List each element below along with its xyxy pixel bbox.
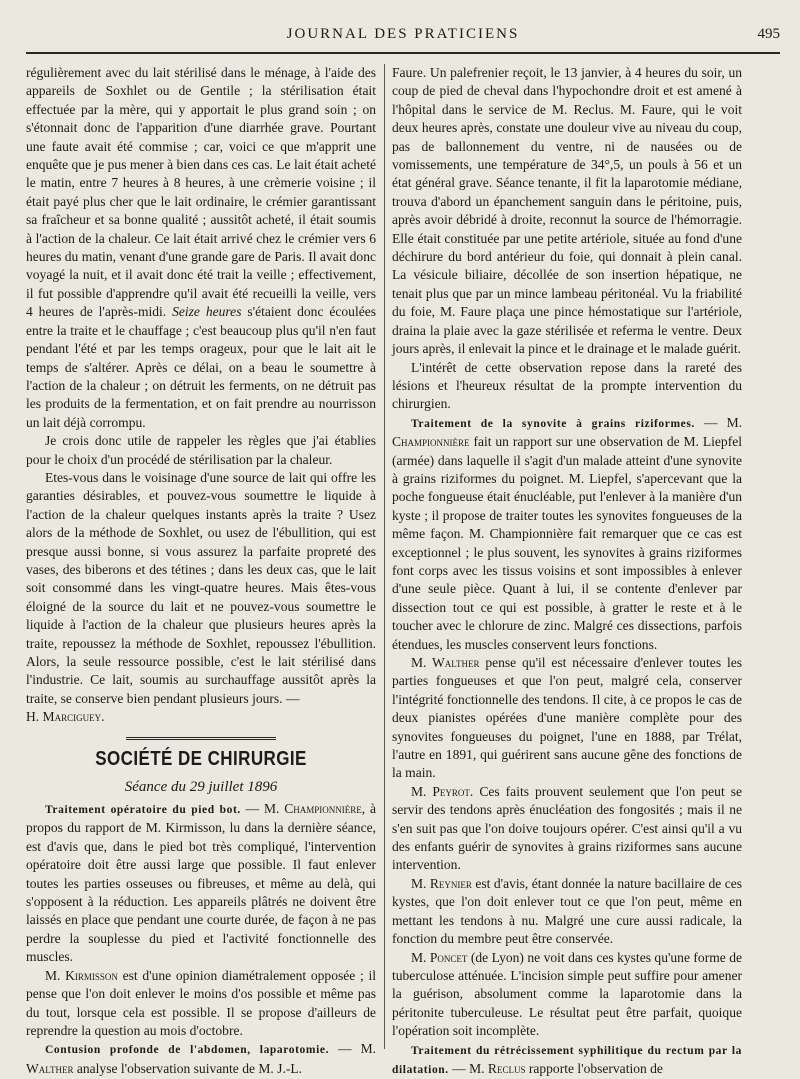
speaker-name: M. Peyrot. (410, 783, 474, 799)
rubric-heading: Traitement opératoire du pied bot. (44, 804, 241, 817)
paragraph: Traitement de la synovite à grains riziformes. — M. Championnière fait un rapport sur une observation de M. Liepfel (armée) dans laquelle il s'agit d'un malade atteint d'une synovite à grains riziformes du poignet. M. Liepfel, s'apercevant que la poche fongueuse était énucléable, put l'enlever à la manière d'un kyste ; il propose de traiter toutes les synovites fongueuses de la même façon. M. Championnière fait remarquer que ce cas est exceptionnel ; le plus souvent, les synovites à grains riziformes font corps avec les tissus voisins et sont impossibles à enlever d'une seule pièce. Quant à lui, il se contente d'enlever par dissection tout ce qui est possible, à gratter le reste et à le toucher avec le chlorure de zinc. Malgré ces dissections, parfois étendues, les muscles conservent leurs fonctions. (392, 414, 742, 652)
paragraph: M. Poncet (de Lyon) ne voit dans ces kystes qu'une forme de tuberculose atténuée. L'incision simple peut suffire pour amener la guérison, absolument comme la laparotomie dans la péritonite tuberculeuse. Le résultat peut être parfait, quoique l'opération soit incomplète. (392, 949, 742, 1039)
speaker-name: M. Reynier (410, 875, 472, 891)
speaker-name: M. Walther (410, 655, 480, 670)
paragraph: Je crois donc utile de rappeler les règles que j'ai établies pour le choix d'un procédé de stérilisation par la chaleur. (26, 433, 376, 467)
section-title: SOCIÉTÉ DE CHIRURGIE (95, 747, 307, 770)
italic-emphasis: Seize heures (172, 304, 242, 320)
running-header (26, 8, 780, 48)
signature: H. Marciguey. (26, 709, 105, 725)
left-column (26, 64, 377, 1076)
paragraph: L'intérêt de cette observation repose dans la rareté des lésions et l'heureux résultat de la prompte intervention du chirurgien. (392, 359, 742, 412)
speaker-name: M. Reclus (469, 1060, 526, 1076)
paragraph: Faure. Un palefrenier reçoit, le 13 janvier, à 4 heures du soir, un coup de pied de cheval dans l'hypochondre droit et est amené à l'hôpital dans le service de M. Reclus. M. Faure, qui le voit deux heures après, constate une douleur vive au niveau du coup, pas de ballonnement du ventre, ni de nausées ou de vomissements, une température de 34°,5, un pouls à 56 et un état général grave. Séance tenante, il fit la laparotomie médiane, trouva d'abord un épanchement sanguin dans le péritoine, puis, après avoir débridé à droite, reconnut la source de l'hémorragie. Elle était constituée par une petite artériole, située au fond d'une déchirure du bord antérieur du foie, qui donnait à plein canal. La vésicule biliaire, décollée de son insertion hépatique, ne tenait plus que par un mince lambeau péritonéal. Vu la friabilité du foie, M. Faure plaça une pince hémostatique sur l'artériole, draina la plaie avec la gaze stérilisée et referma le ventre. Deux jours après, il enlevait la pince et le drainage et le malade guérit. (392, 65, 742, 357)
speaker-name: M. Poncet (410, 949, 468, 965)
session-date: Séance du 29 juillet 1896 (124, 778, 278, 795)
journal-title: JOURNAL DES PRATICIENS (286, 26, 520, 42)
paragraph: régulièrement avec du lait stérilisé dans le ménage, à l'aide des appareils de Soxhlet ou de Gentile ; la stérilisation était effectuée par la mère, qui y apportait le plus grand soin ; on s'étonnait donc de l'apparition d'une diarrhée grave. Pourtant une faute avait été commise ; car, voici ce que m'apprit une enquête que je pus mener à bien dans ces cas. Le lait était acheté le matin, entre 7 heures à 8 heures, à une crèmerie voisine ; il était payé plus cher que le lait ordinaire, le crémier garantissant sa fraîcheur et sa bonne qualité ; aussitôt acheté, il était soumis à l'action de la chaleur. Ce lait était arrivé chez le crémier vers 6 heures du matin, venant d'une grande gare de Paris. Il avait donc voyagé la nuit, et il avait donc été trait la veille ; effectivement, il fut possible d'apprendre qu'il avait été recueilli la veille, vers 4 heures de l'après-midi. Seize heures s'étaient donc écoulées entre la traite et le chauffage ; c'est beaucoup plus qu'il n'en faut pendant l'été et par les temps orageux, pour que le lait ait le temps de s'altérer. Après ce délai, on a beau le soumettre à l'action de la chaleur ; on détruit les ferments, on ne détruit pas les produits de la fermentation, et on fait prendre au nourrisson un lait déjà corrompu. (26, 65, 377, 430)
speaker-name: M. Walther (26, 1041, 377, 1076)
paragraph: Contusion profonde de l'abdomen, laparotomie. — M. Walther analyse l'observation suivante de M. J.-L. (26, 1041, 377, 1076)
paragraph: M. Reynier est d'avis, étant donnée la nature bacillaire de ces kystes, que l'on doit enlever tout ce que l'on peut, même en mettant les tendons à nu. Malgré une cure aussi radicale, la fonction du membre peut être conservée. (392, 875, 743, 947)
page-number: 495 (757, 26, 780, 42)
speaker-name: M. Kirmisson (44, 967, 118, 983)
paragraph: Etes-vous dans le voisinage d'une source de lait qui offre les garanties désirables, et pouvez-vous soumettre le liquide à l'action de la chaleur quelques instants après la traite ? Usez alors de la méthode de Soxhlet, ou usez de l'ébullition, qui est presque aussi bonne, si vous assurez la parfaite propreté des vases, des biberons et des tétines ; dans les deux cas, que le lait soit consommé dans les vingt-quatre heures. Mais êtes-vous éloigné de la source du lait et ne pouvez-vous soumettre le liquide à l'action de la chaleur que plusieurs heures après la traite, repoussez la méthode de Soxhlet, repoussez l'ébullition. Alors, la seule ressource possible, c'est le lait stérilisé dans l'industrie. Ce lait, soumis au surchauffage aussitôt après la traite, se conserve bien pendant plusieurs jours. — (26, 469, 376, 706)
rubric-heading: Traitement du rétrécissement syphilitique du rectum par la dilatation. (392, 1044, 742, 1076)
right-column (392, 64, 743, 1076)
column-divider (384, 64, 385, 1049)
paragraph: M. Walther pense qu'il est nécessaire d'enlever toutes les parties fongueuses et que l'on peut, malgré cela, conserver l'intégrité fonctionnelle des tendons. Il cite, à ce propos le cas de deux pianistes opérées d'une manière complète pour des synovites fongueuses du poignet, l'une en 1888, par Trélat, l'autre en 1891, qui guérirent sans aucune gêne des fonctions de la main. (392, 655, 742, 781)
rubric-heading: Contusion profonde de l'abdomen, laparotomie. (44, 1044, 330, 1057)
paragraph: M. Peyrot. Ces faits prouvent seulement que l'on peut se servir des tendons après énucléation des fongosités ; mais il ne s'en suit pas que l'on doive toujours opérer. C'est ainsi qu'il a vu des enfants guérir de synovites à grains riziformes sans aucune intervention. (392, 783, 742, 873)
header-rule (26, 52, 780, 54)
paragraph: Traitement opératoire du pied bot. — M. Championnière, à propos du rapport de M. Kirmisson, lu dans la dernière séance, est d'avis que, dans le pied bot très compliqué, l'intervention opératoire doit être aussi large que possible. Il faut enlever toutes les parties osseuses ou fibreuses, et même au delà, qui s'opposent à la réduction. Les appareils plâtrés ne doivent être laissés en place que pendant une courte durée, de façon à ne pas perdre la souplesse du pied et l'activité fonctionnelle des muscles. (26, 801, 376, 965)
speaker-name: M. Championnière, (264, 801, 366, 817)
paragraph: M. Kirmisson est d'une opinion diamétralement opposée ; il pense que l'on doit enlever le moins d'os possible et même pas du tout, lorsque cela est possible. Il se propose d'ailleurs de reprendre la question au mois d'octobre. (26, 967, 376, 1038)
section-rule (126, 737, 276, 740)
rubric-heading: Traitement de la synovite à grains riziformes. (410, 417, 695, 430)
speaker-name: M. Championnière (392, 414, 742, 450)
paragraph: Traitement du rétrécissement syphilitique du rectum par la dilatation. — M. Reclus rapporte l'observation de (392, 1044, 742, 1076)
